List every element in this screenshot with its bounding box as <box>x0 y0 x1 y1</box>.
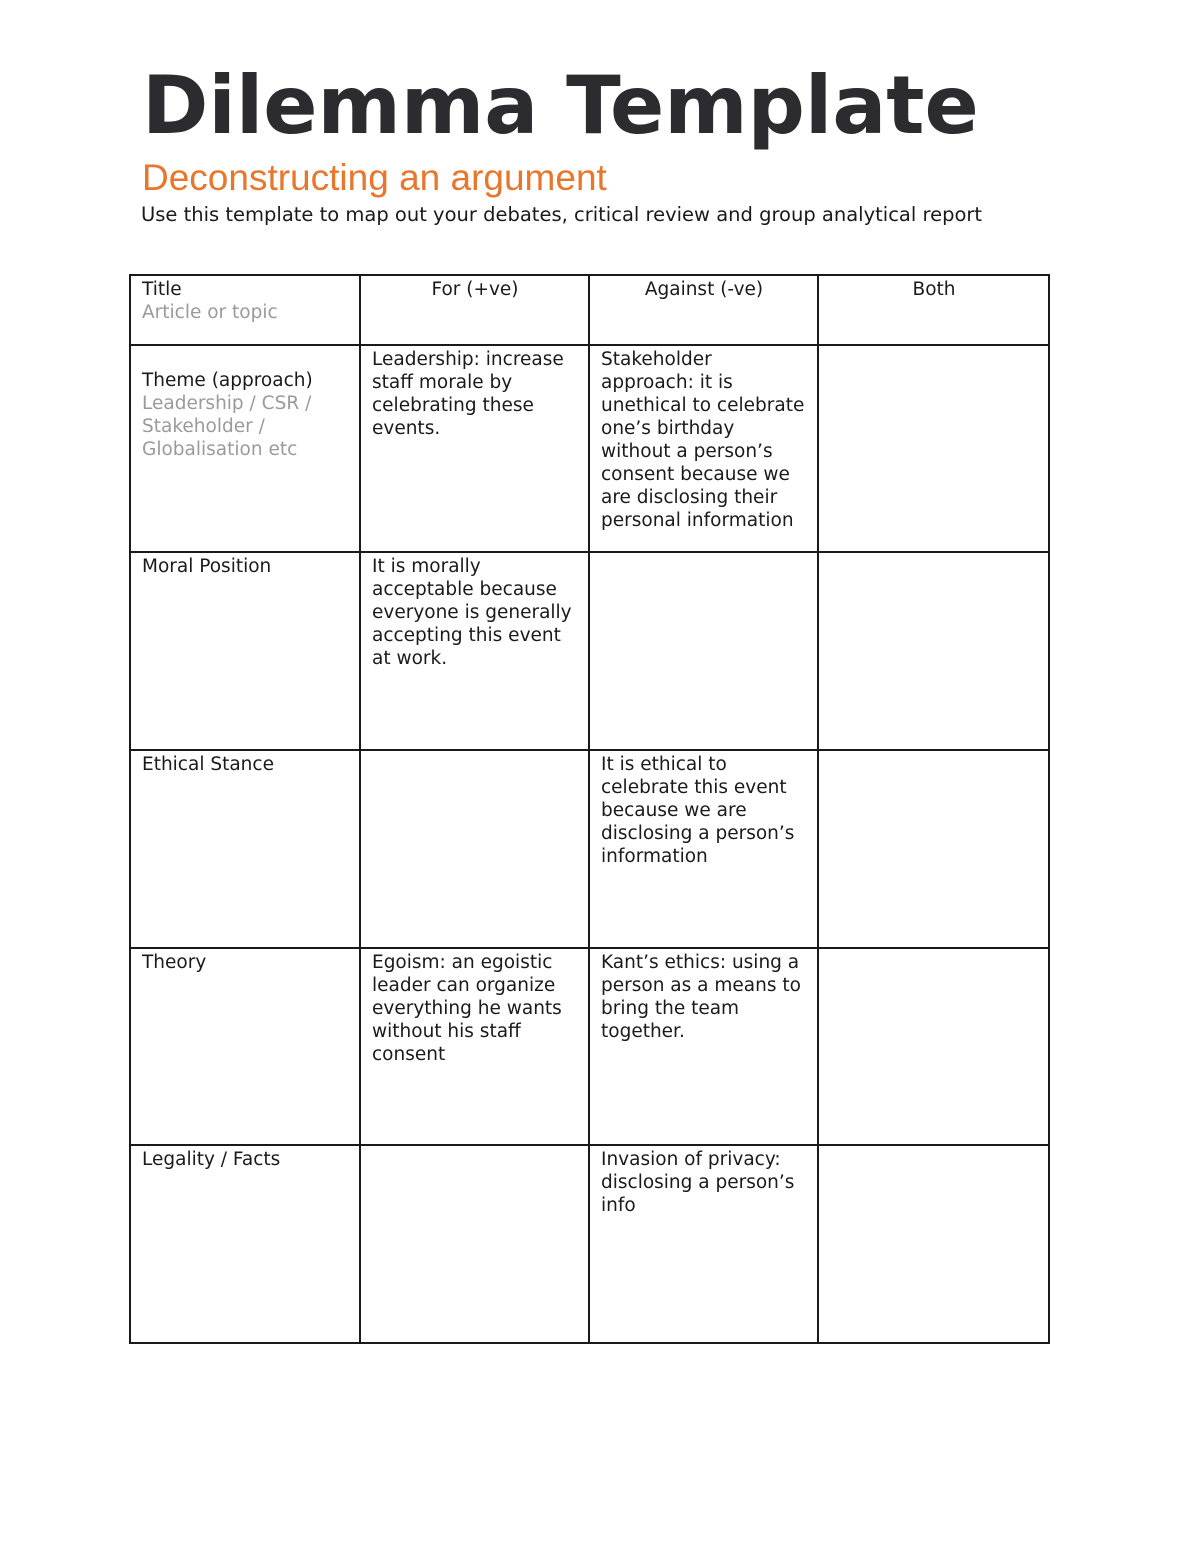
table-row-legality-facts <box>130 1145 1049 1343</box>
table-row-ethical-stance <box>130 750 1049 948</box>
table-row-theory <box>130 948 1049 1145</box>
against-cell: Invasion of privacy: disclosing a person’s info <box>589 1145 818 1343</box>
against-cell: Kant’s ethics: using a person as a means to bring the team together. <box>589 948 818 1145</box>
dilemma-table <box>129 274 1050 1344</box>
page-title: Dilemma Template <box>142 59 979 152</box>
intro-text: Use this template to map out your debates, critical review and group analytical report <box>141 203 983 226</box>
row-label-cell: Theory <box>130 948 360 1145</box>
both-cell <box>818 552 1049 750</box>
header-title-label: Title <box>142 279 182 300</box>
for-cell <box>360 750 589 948</box>
for-cell: Leadership: increase staff morale by celebrating these events. <box>360 345 589 552</box>
both-cell <box>818 345 1049 552</box>
table-row-moral-position <box>130 552 1049 750</box>
header-cell-title <box>130 275 360 345</box>
both-cell <box>818 1145 1049 1343</box>
both-cell <box>818 948 1049 1145</box>
row-label-cell: Ethical Stance <box>130 750 360 948</box>
against-cell <box>589 552 818 750</box>
for-cell <box>360 1145 589 1343</box>
row-label-cell <box>130 345 360 552</box>
row-label-cell: Moral Position <box>130 552 360 750</box>
both-cell <box>818 750 1049 948</box>
row-label-cell: Legality / Facts <box>130 1145 360 1343</box>
page-subtitle: Deconstructing an argument <box>142 157 607 198</box>
header-title-hint: Article or topic <box>142 302 278 323</box>
for-cell: Egoism: an egoistic leader can organize everything he wants without his staff consent <box>360 948 589 1145</box>
table-row-theme <box>130 345 1049 552</box>
header-cell-both: Both <box>818 275 1049 345</box>
against-cell: Stakeholder approach: it is unethical to celebrate one’s birthday without a person’s consent because we are disclosing their personal information <box>589 345 818 552</box>
header-cell-against: Against (-ve) <box>589 275 818 345</box>
row-hint: Leadership / CSR / Stakeholder / Globalisation etc <box>142 393 312 460</box>
row-label: Theme (approach) <box>142 370 313 391</box>
table-header-row <box>130 275 1049 345</box>
for-cell: It is morally acceptable because everyone is generally accepting this event at work. <box>360 552 589 750</box>
against-cell: It is ethical to celebrate this event because we are disclosing a person’s information <box>589 750 818 948</box>
header-cell-for: For (+ve) <box>360 275 589 345</box>
